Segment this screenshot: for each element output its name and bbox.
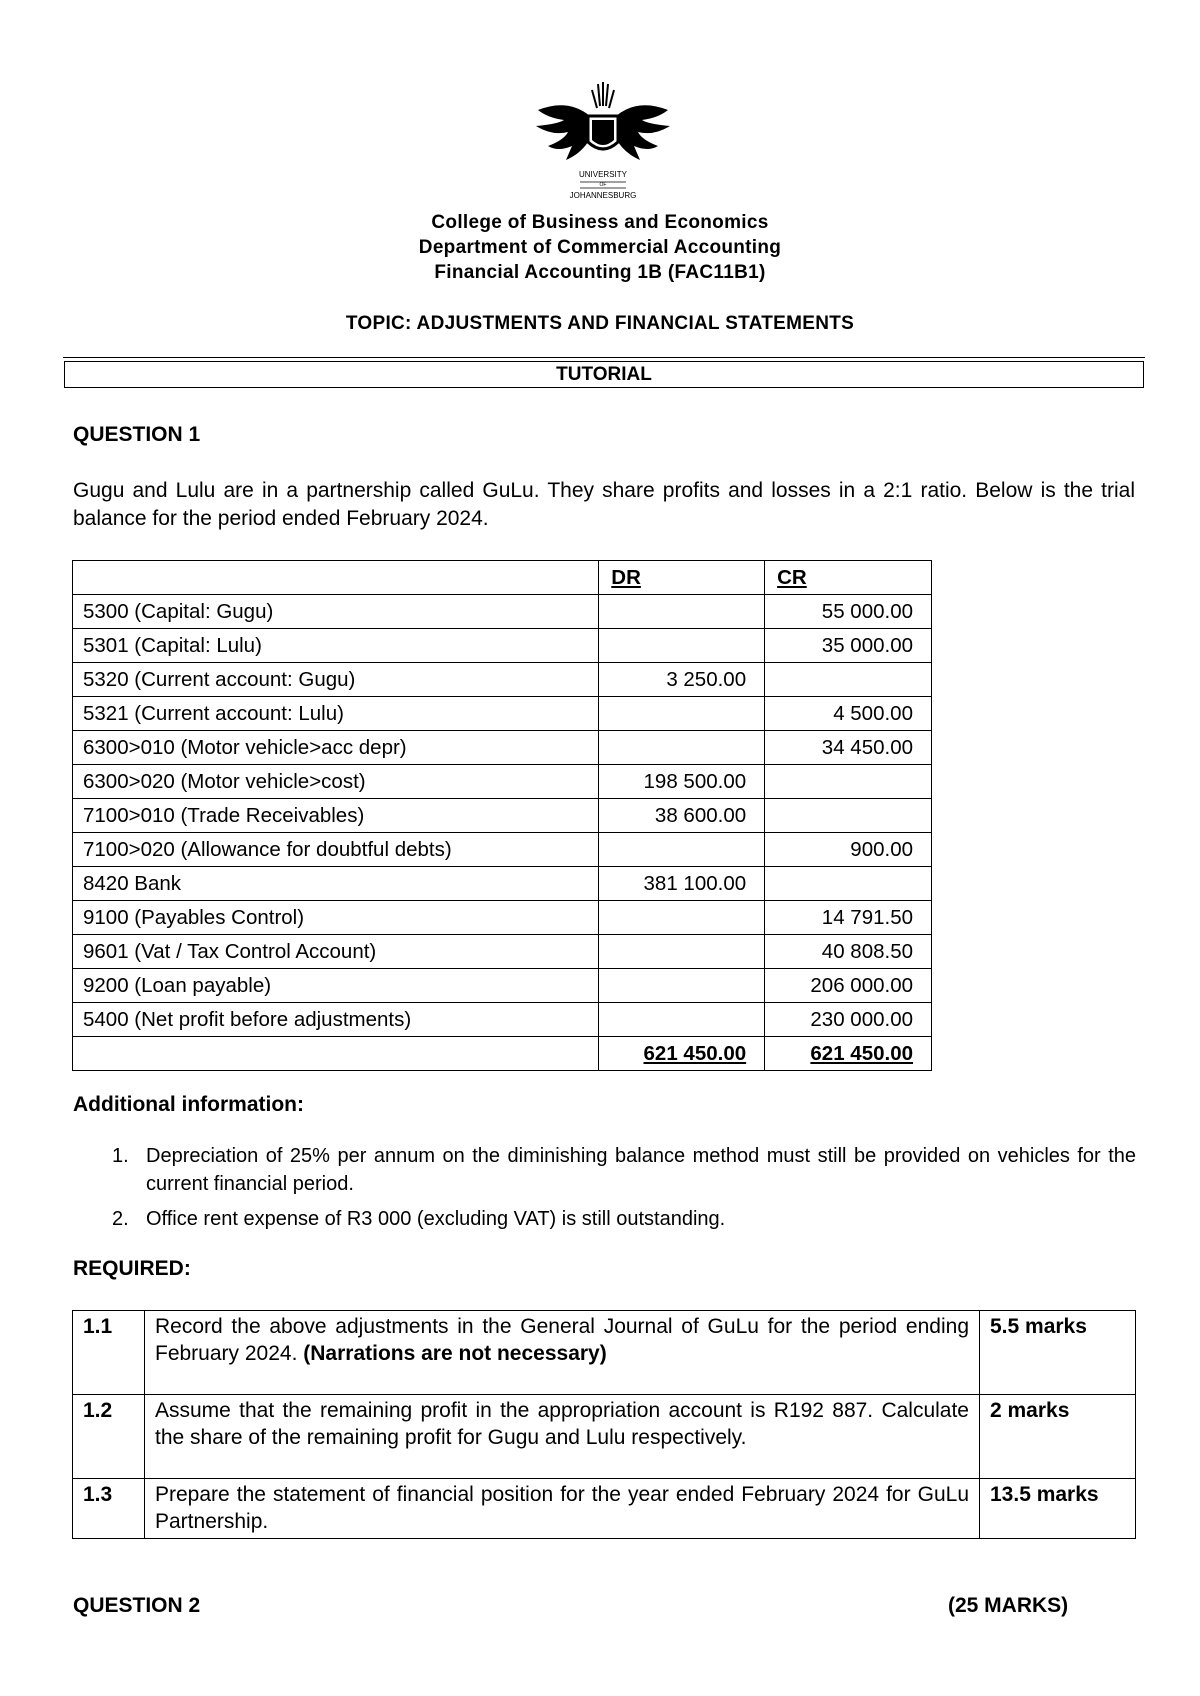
dr-cell [599, 731, 765, 765]
tutorial-label: TUTORIAL [556, 364, 652, 385]
additional-item-number: 1. [112, 1145, 129, 1167]
required-number: 1.3 [73, 1479, 145, 1539]
cr-cell: 35 000.00 [765, 629, 932, 663]
total-label-cell [73, 1037, 599, 1071]
account-cell: 9601 (Vat / Tax Control Account) [73, 935, 599, 969]
account-header-cell [73, 561, 599, 595]
cr-cell: 34 450.00 [765, 731, 932, 765]
account-cell: 6300>020 (Motor vehicle>cost) [73, 765, 599, 799]
account-cell: 5321 (Current account: Lulu) [73, 697, 599, 731]
account-cell: 7100>020 (Allowance for doubtful debts) [73, 833, 599, 867]
additional-item-text: Office rent expense of R3 000 (excluding VAT) is still outstanding. [146, 1208, 726, 1230]
trial-balance-row [73, 935, 932, 969]
question-1-intro: Gugu and Lulu are in a partnership called GuLu. They share profits and losses in a 2:1 ratio. Below is the trial balance for the period ended February 2024. [73, 479, 1135, 530]
dr-cell [599, 901, 765, 935]
account-cell: 6300>010 (Motor vehicle>acc depr) [73, 731, 599, 765]
department-title: Department of Commercial Accounting [418, 237, 782, 258]
account-cell: 5400 (Net profit before adjustments) [73, 1003, 599, 1037]
cr-cell: 900.00 [765, 833, 932, 867]
additional-item-2 [112, 1205, 1136, 1233]
account-cell: 7100>010 (Trade Receivables) [73, 799, 599, 833]
cr-cell: 55 000.00 [765, 595, 932, 629]
additional-item-number: 2. [112, 1208, 129, 1230]
question-2-title: QUESTION 2 [73, 1594, 201, 1617]
cr-cell: 230 000.00 [765, 1003, 932, 1037]
dr-cell [599, 595, 765, 629]
cr-cell [765, 663, 932, 697]
required-title: REQUIRED: [73, 1257, 191, 1280]
dr-cell: 38 600.00 [599, 799, 765, 833]
dr-cell: 3 250.00 [599, 663, 765, 697]
required-marks: 2 marks [980, 1395, 1136, 1479]
dr-cell [599, 1003, 765, 1037]
account-cell: 9200 (Loan payable) [73, 969, 599, 1003]
college-title: College of Business and Economics [431, 212, 769, 233]
tutorial-banner [64, 361, 1144, 388]
required-marks: 13.5 marks [980, 1479, 1136, 1539]
required-description [145, 1311, 980, 1395]
dr-cell [599, 697, 765, 731]
trial-balance-row [73, 731, 932, 765]
cr-cell: 14 791.50 [765, 901, 932, 935]
university-logo [528, 76, 678, 204]
total-dr-cell [599, 1037, 765, 1071]
additional-information-title: Additional information: [73, 1093, 304, 1116]
account-cell: 5300 (Capital: Gugu) [73, 595, 599, 629]
required-number: 1.1 [73, 1311, 145, 1395]
cr-cell [765, 765, 932, 799]
required-description [145, 1395, 980, 1479]
cr-cell: 206 000.00 [765, 969, 932, 1003]
dr-cell: 381 100.00 [599, 867, 765, 901]
required-text: Record the above adjustments in the General Journal of GuLu for the period ending February 2024. [155, 1315, 969, 1365]
trial-balance-row [73, 799, 932, 833]
total-cr: 621 450.00 [810, 1041, 913, 1065]
account-cell: 5320 (Current account: Gugu) [73, 663, 599, 697]
additional-item-1 [112, 1142, 1136, 1198]
additional-item-text: Depreciation of 25% per annum on the diminishing balance method must still be provided on vehicles for the current financial period. [146, 1145, 1136, 1195]
svg-text:JOHANNESBURG: JOHANNESBURG [569, 191, 637, 200]
svg-text:OF: OF [599, 182, 607, 188]
cr-header: CR [765, 561, 932, 595]
dr-cell: 198 500.00 [599, 765, 765, 799]
question-2-marks: (25 MARKS) [948, 1594, 1069, 1617]
account-cell: 9100 (Payables Control) [73, 901, 599, 935]
required-description [145, 1479, 980, 1539]
dr-cell [599, 629, 765, 663]
trial-balance-row [73, 969, 932, 1003]
trial-balance-row [73, 629, 932, 663]
required-bold-note: (Narrations are not necessary) [303, 1342, 607, 1365]
trial-balance-header-row [73, 561, 932, 595]
course-title: Financial Accounting 1B (FAC11B1) [434, 262, 766, 283]
cr-cell: 40 808.50 [765, 935, 932, 969]
trial-balance-row [73, 867, 932, 901]
dr-cell [599, 833, 765, 867]
question-1-title: QUESTION 1 [73, 423, 201, 446]
required-row [73, 1311, 1136, 1395]
required-marks: 5.5 marks [980, 1311, 1136, 1395]
trial-balance-row [73, 901, 932, 935]
cr-cell: 4 500.00 [765, 697, 932, 731]
trial-balance-row [73, 1003, 932, 1037]
dr-cell [599, 969, 765, 1003]
dr-header: DR [599, 561, 765, 595]
trial-balance-row [73, 697, 932, 731]
trial-balance-row [73, 833, 932, 867]
required-row [73, 1395, 1136, 1479]
trial-balance-row [73, 663, 932, 697]
account-cell: 8420 Bank [73, 867, 599, 901]
dr-cell [599, 935, 765, 969]
cr-cell [765, 799, 932, 833]
required-number: 1.2 [73, 1395, 145, 1479]
total-dr: 621 450.00 [643, 1041, 747, 1065]
logo-text-university: UNIVERSITY [578, 170, 628, 179]
trial-balance-table [72, 560, 932, 1071]
cr-cell [765, 867, 932, 901]
required-row [73, 1479, 1136, 1539]
account-cell: 5301 (Capital: Lulu) [73, 629, 599, 663]
trial-balance-row [73, 765, 932, 799]
trial-balance-row [73, 595, 932, 629]
required-text: Prepare the statement of financial position for the year ended February 2024 for GuLu Partnership. [155, 1483, 969, 1533]
total-cr-cell [765, 1037, 932, 1071]
required-text: Assume that the remaining profit in the appropriation account is R192 887. Calculate the share of the remaining profit for Gugu and Lulu respectively. [155, 1399, 969, 1449]
topic-title: TOPIC: ADJUSTMENTS AND FINANCIAL STATEMENTS [345, 313, 855, 334]
trial-balance-total-row [73, 1037, 932, 1071]
required-table [72, 1310, 1136, 1539]
